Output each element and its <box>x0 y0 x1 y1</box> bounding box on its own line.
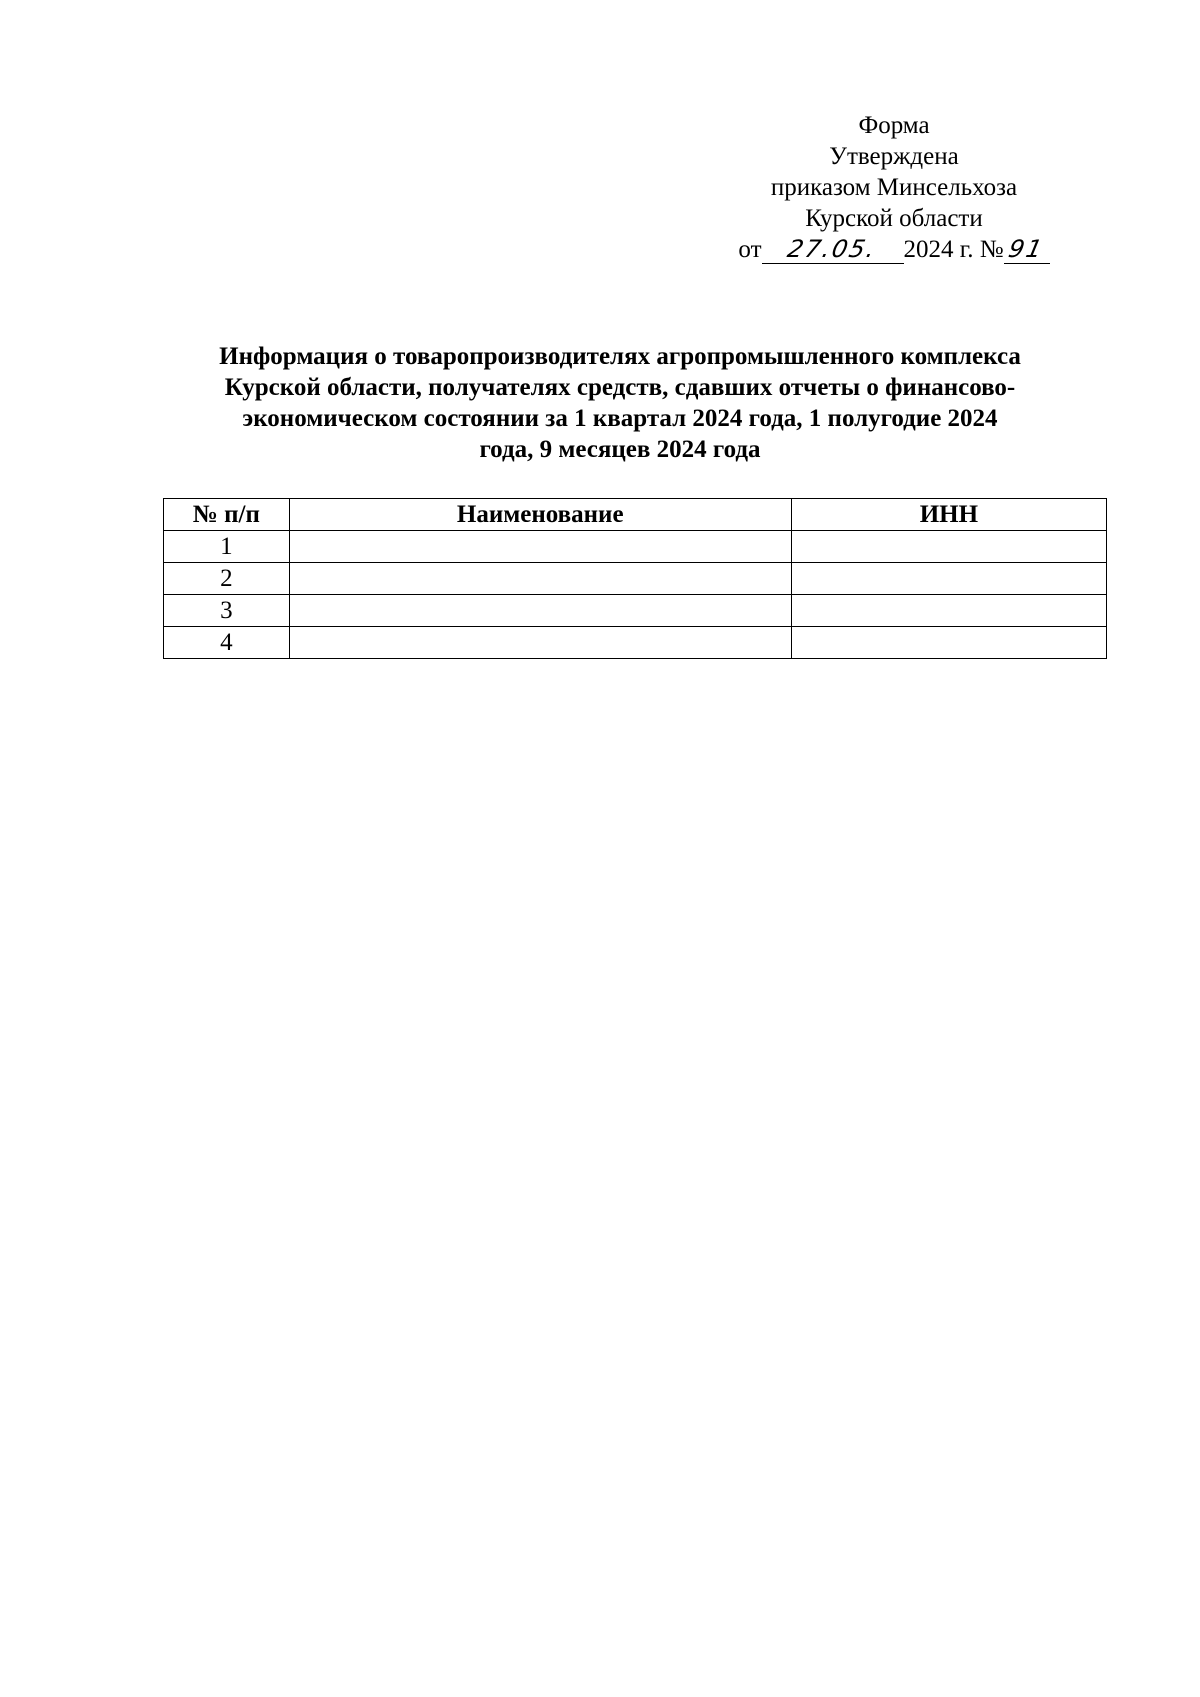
row-name-cell <box>289 595 791 627</box>
row-inn-cell <box>791 563 1106 595</box>
approval-block <box>724 110 1064 265</box>
number-field <box>1004 236 1050 264</box>
title-line-3: экономическом состоянии за 1 квартал 2024 года, 1 полугодие 2024 <box>242 405 998 432</box>
year-number-label: 2024 г. № <box>903 236 1004 263</box>
row-number-cell: 2 <box>164 563 290 595</box>
row-inn-cell <box>791 595 1106 627</box>
header-name: Наименование <box>289 499 791 531</box>
handwritten-number: 91 <box>1006 235 1047 263</box>
header-number: № п/п <box>164 499 290 531</box>
title-line-1: Информация о товаропроизводителях агропромышленного комплекса <box>219 343 1021 370</box>
region-label: Курской области <box>805 205 983 232</box>
row-name-cell <box>289 531 791 563</box>
row-name-cell <box>289 627 791 659</box>
table-row <box>164 627 1107 659</box>
date-field <box>762 236 904 264</box>
table-row <box>164 563 1107 595</box>
title-line-2: Курской области, получателях средств, сдавших отчеты о финансово- <box>224 374 1016 401</box>
approved-label: Утверждена <box>829 143 959 170</box>
row-name-cell <box>289 563 791 595</box>
from-prefix: от <box>738 236 762 263</box>
table-header-row <box>164 499 1107 531</box>
row-number-cell: 4 <box>164 627 290 659</box>
table-row <box>164 595 1107 627</box>
form-label: Форма <box>858 112 930 139</box>
title-line-4: года, 9 месяцев 2024 года <box>479 436 761 463</box>
header-inn: ИНН <box>791 499 1106 531</box>
producers-table <box>163 498 1107 659</box>
row-number-cell: 3 <box>164 595 290 627</box>
handwritten-date: 27.05. <box>785 235 880 263</box>
row-number-cell: 1 <box>164 531 290 563</box>
table-row <box>164 531 1107 563</box>
document-title <box>140 341 1100 465</box>
date-number-line <box>724 234 1064 265</box>
order-label: приказом Минсельхоза <box>770 174 1018 201</box>
row-inn-cell <box>791 531 1106 563</box>
row-inn-cell <box>791 627 1106 659</box>
